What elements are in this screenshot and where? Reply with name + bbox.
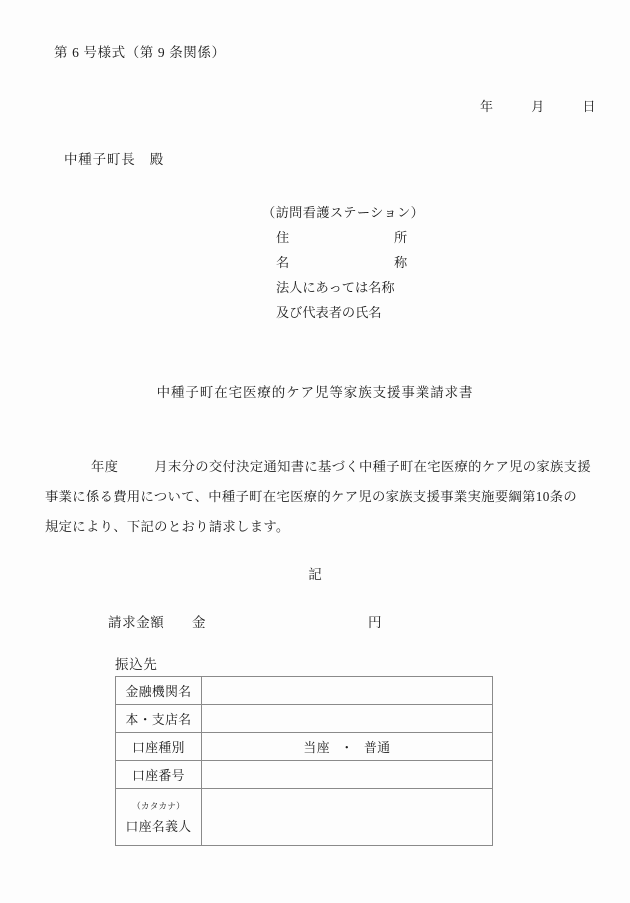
representative-note: 及び代表者の氏名 (276, 305, 382, 320)
name-label-row (262, 250, 424, 275)
row-label-account-holder (116, 789, 202, 846)
table-row-account-holder (116, 789, 493, 846)
row-value-institution[interactable] (202, 677, 493, 705)
table-row-branch (116, 705, 493, 733)
corporate-name-note: 法人にあっては名称 (276, 280, 395, 295)
account-type-savings[interactable]: 普通 (364, 741, 391, 755)
date-line (480, 96, 596, 115)
form-number: 第 6 号様式（第 9 条関係） (54, 45, 226, 60)
fiscal-year-label: 年度 (91, 459, 119, 474)
row-label-branch: 本・支店名 (116, 705, 202, 733)
account-type-current[interactable]: 当座 (303, 741, 330, 755)
body-line-2: 事業に係る費用について、中種子町在宅医療的ケア児の家族支援事業実施要綱第10条の (45, 489, 578, 504)
name-label-second: 称 (394, 255, 408, 270)
station-note: （訪問看護ステーション） (262, 205, 425, 220)
row-value-branch[interactable] (202, 705, 493, 733)
amount-line (108, 611, 382, 631)
row-value-account-type[interactable] (202, 733, 493, 761)
address-label-second: 所 (394, 230, 408, 245)
date-year-label: 年 (480, 99, 494, 114)
body-line-3: 規定により、下記のとおり請求します。 (45, 519, 290, 534)
date-month-label: 月 (531, 99, 545, 114)
table-row-account-number (116, 761, 493, 789)
amount-label: 請求金額 (108, 615, 165, 630)
bank-account-table (115, 676, 493, 846)
body-line-1-rest: 月末分の交付決定通知書に基づく中種子町在宅医療的ケア児の家族支援 (154, 459, 591, 474)
body-line-1 (45, 452, 593, 482)
name-label-first: 名 (276, 255, 290, 270)
row-label-account-type: 口座種別 (116, 733, 202, 761)
row-label-account-number: 口座番号 (116, 761, 202, 789)
amount-currency-prefix: 金 (192, 615, 207, 630)
account-type-options (303, 741, 390, 755)
addressee: 中種子町長 殿 (64, 152, 165, 167)
page-title: 中種子町在宅医療的ケア児等家族支援事業請求書 (156, 385, 474, 400)
account-holder-label: 口座名義人 (125, 819, 192, 834)
date-day-label: 日 (582, 99, 596, 114)
account-type-separator: ・ (340, 741, 354, 755)
ki-marker: 記 (308, 567, 322, 582)
transfer-destination-label: 振込先 (115, 657, 158, 672)
address-label-row (262, 225, 424, 250)
address-label-first: 住 (276, 230, 290, 245)
table-row-account-type (116, 733, 493, 761)
table-row-institution (116, 677, 493, 705)
amount-currency-suffix: 円 (368, 615, 383, 630)
row-label-institution: 金融機関名 (116, 677, 202, 705)
row-value-account-holder[interactable] (202, 789, 493, 846)
kana-note: （カタカナ） (132, 800, 185, 811)
sender-block (262, 200, 424, 325)
row-value-account-number[interactable] (202, 761, 493, 789)
body-paragraph (45, 452, 593, 542)
